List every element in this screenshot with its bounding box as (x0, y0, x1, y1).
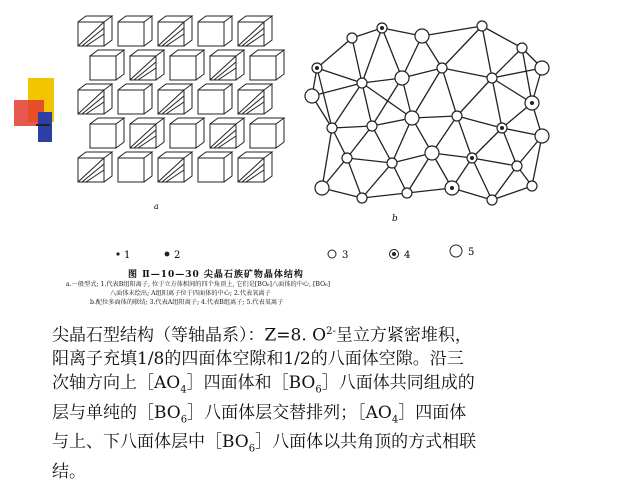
legend-label-3: 3 (342, 250, 349, 261)
bond-line (347, 126, 372, 158)
legend-circle-5 (450, 245, 462, 257)
bond-line (322, 128, 332, 188)
text-line-5-b: ］八面体以共角顶的方式相联 (255, 432, 477, 453)
text-line-4-sub1: 6 (180, 413, 188, 425)
text-line-5-a: 与上、下八面体层中［BO (52, 432, 249, 453)
lattice-cube (210, 118, 244, 148)
text-line-3-a: 次轴方向上［AO (52, 372, 181, 393)
cation-atom (437, 63, 447, 73)
cation-atom (527, 181, 537, 191)
bond-line (492, 68, 542, 78)
b-cation-core (380, 26, 384, 30)
lattice-cube (170, 50, 204, 80)
bond-line (472, 158, 492, 200)
bond-line (347, 158, 362, 198)
figure-a-lattice (78, 16, 284, 182)
text-line-1 (52, 320, 627, 348)
bond-line (317, 68, 362, 83)
text-line-4-c: ］四面体 (398, 402, 467, 423)
lattice-cube (198, 152, 232, 182)
cation-atom (487, 73, 497, 83)
bond-line (532, 136, 542, 186)
b-cation-core (500, 126, 504, 130)
text-line-6: 结。 (52, 462, 86, 483)
figure-note-1: a.一般型式; 1.代表B组阳离子, 位于立方体相间的四个角顶上, 它们是[BO₆]八面体的中心, [BO₆] (66, 281, 331, 288)
bond-line (492, 186, 532, 200)
lattice-cube (238, 84, 272, 114)
lattice-cube (198, 84, 232, 114)
lattice-cube (78, 152, 112, 182)
lattice-cube (238, 16, 272, 46)
b-cation-core (530, 101, 534, 105)
cation-atom (517, 43, 527, 53)
legend-label-5: 5 (468, 247, 475, 258)
main-paragraph (52, 320, 627, 485)
legend-label-4: 4 (404, 250, 411, 261)
text-line-1-b: ：Z=8. O (247, 325, 327, 346)
text-line-5 (52, 431, 627, 461)
lattice-cube (250, 50, 284, 80)
lattice-cube (158, 16, 192, 46)
b-cation-core (450, 186, 454, 190)
bond-line (422, 26, 482, 36)
lattice-cube (250, 118, 284, 148)
bond-line (352, 38, 362, 83)
legend-circle-3 (328, 250, 336, 258)
text-line-4-sub2: 4 (391, 413, 399, 425)
bond-line (457, 78, 492, 116)
text-line-3-sub1: 4 (180, 384, 187, 396)
bond-line (482, 26, 522, 48)
lattice-cube (130, 118, 164, 148)
lattice-cube (158, 152, 192, 182)
oxygen-atom (315, 181, 329, 195)
lattice-cube (90, 50, 124, 80)
figure-note-2: 八面体未绘出; A组阳离子位于四面体的中心; 2.代表氧离子 (110, 290, 271, 297)
bond-line (347, 158, 392, 163)
lattice-cube (118, 152, 152, 182)
bond-line (457, 116, 472, 158)
oxygen-atom (415, 29, 429, 43)
cation-atom (477, 21, 487, 31)
text-line-1-c: 呈立方紧密堆积， (335, 325, 472, 346)
text-line-3-b: ］四面体和［BO (186, 372, 316, 393)
oxygen-charge: 2- (326, 326, 336, 337)
lattice-cube (90, 118, 124, 148)
bond-line (362, 28, 382, 83)
bond-line (442, 68, 457, 116)
bond-line (492, 166, 517, 200)
lattice-cube (78, 84, 112, 114)
oxygen-atom (305, 89, 319, 103)
oxygen-atom (395, 71, 409, 85)
bond-line (372, 78, 402, 126)
bond-line (502, 128, 517, 166)
text-line-3-c: ］八面体共同组成的 (321, 372, 475, 393)
bond-line (442, 68, 492, 78)
cation-atom (512, 161, 522, 171)
text-line-4 (52, 402, 627, 432)
cation-atom (342, 153, 352, 163)
oxygen-atom (535, 61, 549, 75)
bond-line (457, 116, 502, 128)
text-line-4-a: 层与单纯的［BO (52, 402, 181, 423)
cation-atom (347, 33, 357, 43)
text-line-5-sub: 6 (248, 443, 256, 455)
oxygen-atom (425, 146, 439, 160)
bond-line (472, 128, 502, 158)
cation-atom (452, 111, 462, 121)
cation-atom (357, 193, 367, 203)
cation-atom (357, 78, 367, 88)
bond-line (317, 38, 352, 68)
text-line-3 (52, 372, 627, 402)
b-cation-core (315, 66, 319, 70)
text-line-4-b: ］八面体层交替排列；［AO (187, 402, 392, 423)
oxygen-atom (405, 111, 419, 125)
deco-line (36, 124, 50, 126)
lattice-cube (78, 16, 112, 46)
bond-line (362, 193, 407, 198)
lattice-cube (130, 50, 164, 80)
cation-atom (387, 158, 397, 168)
figure-b-network (312, 26, 542, 200)
legend-label-1: 1 (124, 250, 131, 261)
bond-line (362, 163, 392, 198)
bond-line (382, 28, 402, 78)
cation-atom (327, 123, 337, 133)
bond-line (492, 78, 502, 128)
figure-note-3: b.配位多面体的联结; 3.代表A组阳离子; 4.代表B组离子; 5.代表氧离子 (90, 299, 284, 306)
bond-line (482, 26, 492, 78)
text-line-2: 阳离子充填1/8的四面体空隙和1/2的八面体空隙。沿三 (52, 349, 464, 370)
cation-atom (402, 188, 412, 198)
lattice-cube (198, 16, 232, 46)
lattice-cube (210, 50, 244, 80)
bond-line (472, 158, 517, 166)
b-cation-core (470, 156, 474, 160)
bond-line (412, 68, 442, 118)
figure-caption: 图 Ⅱ—10—30 尖晶石族矿物晶体结构 (128, 270, 304, 280)
oxygen-atom (535, 129, 549, 143)
legend-circle-4-inner (392, 252, 396, 256)
cation-atom (487, 195, 497, 205)
bond-line (372, 126, 392, 163)
deco-blue-square (38, 112, 52, 142)
lattice-cube (118, 84, 152, 114)
structure-heading: 尖晶石型结构（等轴晶系） (52, 325, 248, 346)
cation-atom (367, 121, 377, 131)
figure-b-label: b (392, 214, 398, 224)
text-line-3-sub2: 6 (315, 384, 322, 396)
bond-line (332, 126, 372, 128)
figure-a-label: a (154, 202, 159, 211)
legend-dot-1 (116, 252, 119, 255)
legend-dot-2 (165, 252, 170, 257)
lattice-cube (158, 84, 192, 114)
lattice-cube (170, 118, 204, 148)
lattice-cube (118, 16, 152, 46)
lattice-cube (238, 152, 272, 182)
legend-label-2: 2 (174, 250, 181, 261)
